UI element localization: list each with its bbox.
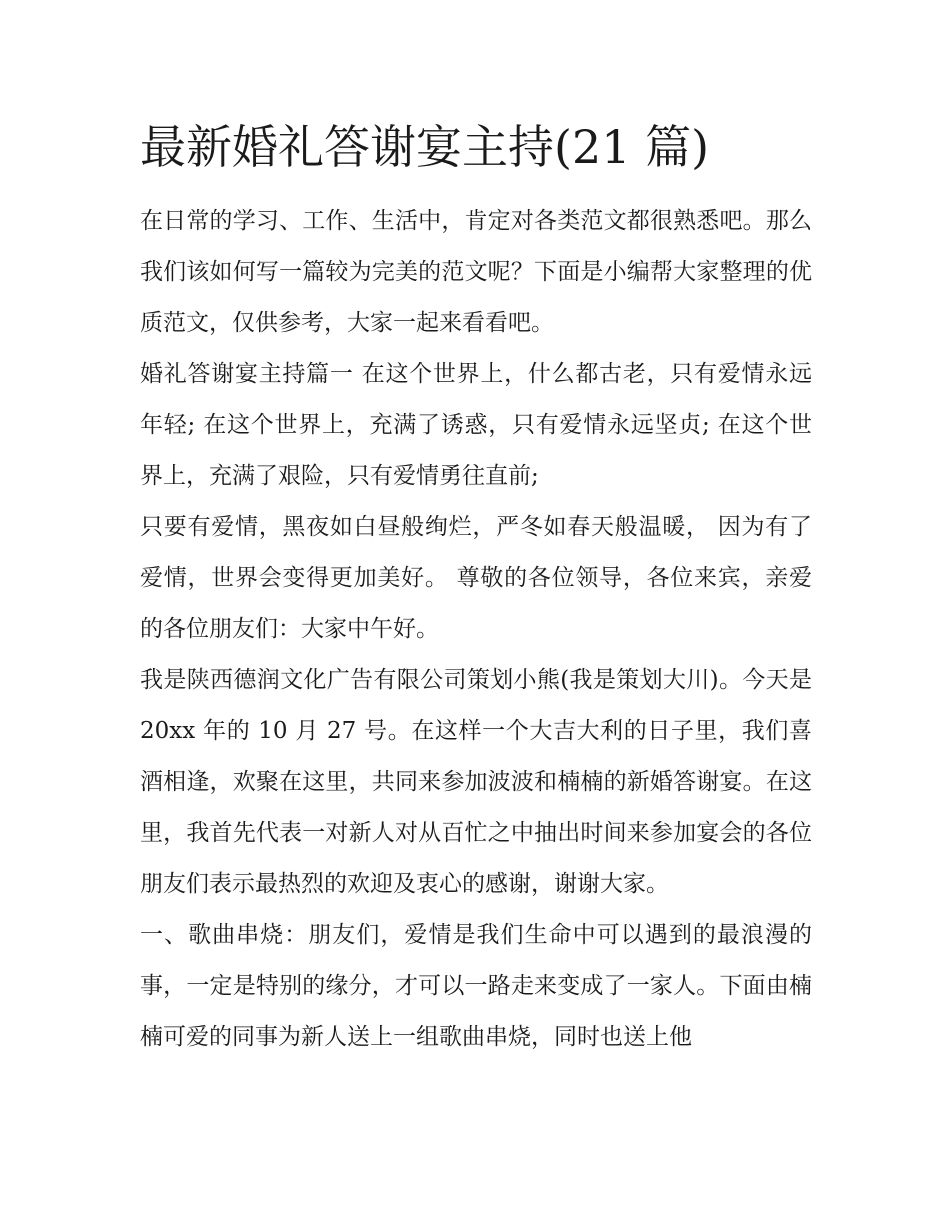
document-title: 最新婚礼答谢宴主持(21 篇) bbox=[140, 120, 710, 174]
document-body bbox=[140, 196, 812, 1063]
paragraph: 只要有爱情，黑夜如白昼般绚烂，严冬如春天般温暖， 因为有了爱情，世界会变得更加美好。 尊敬的各位领导，各位来宾，亲爱的各位朋友们：大家中午好。 bbox=[140, 514, 812, 642]
paragraph: 婚礼答谢宴主持篇一 在这个世界上，什么都古老，只有爱情永远年轻; 在这个世界上，充满了诱惑，只有爱情永远坚贞; 在这个世界上，充满了艰险，只有爱情勇往直前; bbox=[140, 361, 812, 489]
paragraph: 我是陕西德润文化广告有限公司策划小熊(我是策划大川)。今天是 20xx 年的 10 月 27 号。在这样一个大吉大利的日子里，我们喜酒相逢，欢聚在这里，共同来参加波波和楠楠的新婚答谢宴。在这里，我首先代表一对新人对从百忙之中抽出时间来参加宴会的各位朋友们表示最热烈的欢迎及衷心的感谢，谢谢大家。 bbox=[140, 667, 812, 897]
paragraph: 一、歌曲串烧：朋友们，爱情是我们生命中可以遇到的最浪漫的事，一定是特别的缘分，才可以一路走来变成了一家人。下面由楠楠可爱的同事为新人送上一组歌曲串烧，同时也送上他 bbox=[140, 922, 812, 1050]
paragraph: 在日常的学习、工作、生活中，肯定对各类范文都很熟悉吧。那么我们该如何写一篇较为完美的范文呢？下面是小编帮大家整理的优质范文，仅供参考，大家一起来看看吧。 bbox=[140, 208, 812, 336]
